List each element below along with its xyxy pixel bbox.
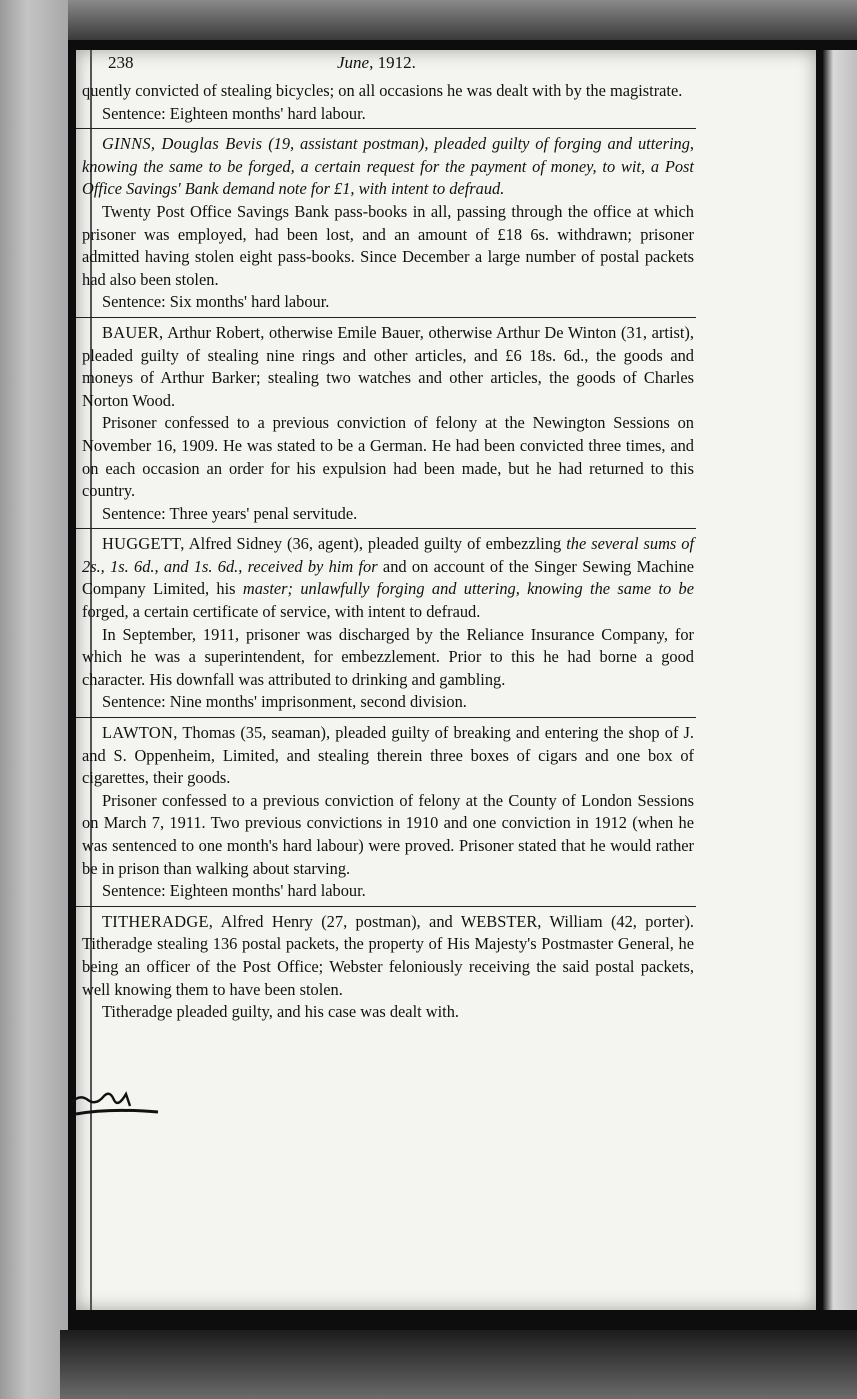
page-content [82, 52, 694, 1024]
entry-divider [76, 528, 696, 529]
running-title-month: June [337, 53, 370, 72]
entry-divider [76, 128, 696, 129]
entry-heading [82, 722, 694, 790]
entry-paragraph: In September, 1911, prisoner was discharged by the Reliance Insurance Company, for which he was a superintendent, for embezzlement. Prior to this he had borne a good character. His downfall was attributed to drinking and gambling. [82, 624, 694, 689]
entry-sentence: Sentence: Three years' penal servitude. [102, 503, 358, 523]
case-charge-italic: the several sums of 2s., 1s. 6d., and 1s. 6d., received by him for [82, 534, 695, 576]
case-charge: Thomas (35, seaman), pleaded guilty of breaking and entering the shop of J. and S. Oppenheim, Limited, and stealing therein three boxes of cigars and one box of cigarettes, their goods. [82, 723, 694, 788]
entry-paragraph: Prisoner confessed to a previous conviction of felony at the Newington Sessions on November 16, 1909. He was stated to be a German. He had been convicted three times, and on each occasion an order for his expulsion had been made, but he had returned to this country. [82, 413, 694, 501]
entry-continuation [82, 80, 694, 125]
entry-paragraph: Twenty Post Office Savings Bank pass-books in all, passing through the office at which prisoner was employed, had been lost, and an amount of £18 6s. withdrawn; prisoner admitted having stolen eight pass-books. Since December a large number of postal packets had also been stolen. [82, 201, 694, 289]
handwritten-annotation [70, 1080, 160, 1120]
case-charge: forged, a certain certificate of service, with intent to defraud. [82, 602, 481, 622]
entry-divider [76, 906, 696, 907]
entry-divider [76, 717, 696, 718]
scan-right-edge [823, 50, 857, 1310]
entry-lawton [82, 722, 694, 903]
entry-paragraph: Prisoner confessed to a previous conviction of felony at the County of London Sessions on March 7, 1911. Two previous convictions in 1910 and one conviction in 1912 (when he was sentenced to one month's hard labour) were proved. Prisoner stated that he would rather be in prison than walking about starving. [82, 790, 694, 878]
entry-heading [82, 911, 694, 1001]
entry-heading [82, 533, 694, 623]
case-name: GINNS, Douglas Bevis [102, 134, 263, 154]
entry-sentence: Sentence: Nine months' imprisonment, second division. [102, 692, 467, 712]
page-number: 238 [108, 53, 134, 72]
case-charge: Arthur Robert, otherwise Emile Bauer, otherwise Arthur De Winton (31, artist), pleaded guilty of stealing nine rings and other articles, and £6 18s. 6d., the goods and moneys of Arthur Barker; stealing two watches and other articles, the goods of Charles Norton Wood. [82, 322, 694, 410]
case-name: LAWTON, [102, 723, 178, 743]
page-header [82, 52, 694, 80]
running-title [337, 52, 416, 75]
case-charge-italic: master; unlawfully forging and uttering, knowing the same to be [242, 579, 695, 599]
entry-paragraph: quently convicted of stealing bicycles; on all occasions he was dealt with by the magistrate. [82, 81, 683, 100]
entry-sentence: Sentence: Eighteen months' hard labour. [102, 103, 366, 123]
scan-bottom-border [60, 1330, 857, 1399]
entry-paragraph: Titheradge pleaded guilty, and his case was dealt with. [102, 1002, 460, 1022]
entry-ginns [82, 133, 694, 314]
entry-sentence: Sentence: Six months' hard labour. [102, 292, 330, 312]
entry-titheradge [82, 911, 694, 1024]
scan-left-board [0, 0, 68, 1399]
entry-sentence: Sentence: Eighteen months' hard labour. [102, 881, 366, 901]
case-charge: and on account of the Singer Sewing Machine Company Limited, his [82, 556, 695, 599]
case-name: TITHERADGE, [102, 911, 214, 931]
case-name: HUGGETT, [102, 534, 185, 554]
scan-top-border [0, 0, 857, 40]
running-title-year: , 1912. [369, 53, 416, 72]
entry-heading [82, 133, 694, 201]
entry-huggett [82, 533, 694, 714]
entry-heading [82, 322, 694, 412]
case-charge: (19, assistant postman), pleaded guilty of forging and uttering, knowing the same to be forged, a certain request for the payment of money, to wit, a Post Office Savings' Bank demand note for £1, with intent to defraud. [82, 134, 694, 199]
entry-bauer [82, 322, 694, 525]
case-charge: Alfred Sidney (36, agent), pleaded guilty of embezzling [184, 534, 567, 554]
case-charge: Alfred Henry (27, postman), and WEBSTER, William (42, porter). Titheradge stealing 136 postal packets, the property of His Majesty's Postmaster General, he being an officer of the Post Office; Webster feloniously receiving the said postal packets, well knowing them to have been stolen. [82, 911, 694, 999]
entry-divider [76, 317, 696, 318]
case-name: BAUER, [102, 322, 164, 342]
